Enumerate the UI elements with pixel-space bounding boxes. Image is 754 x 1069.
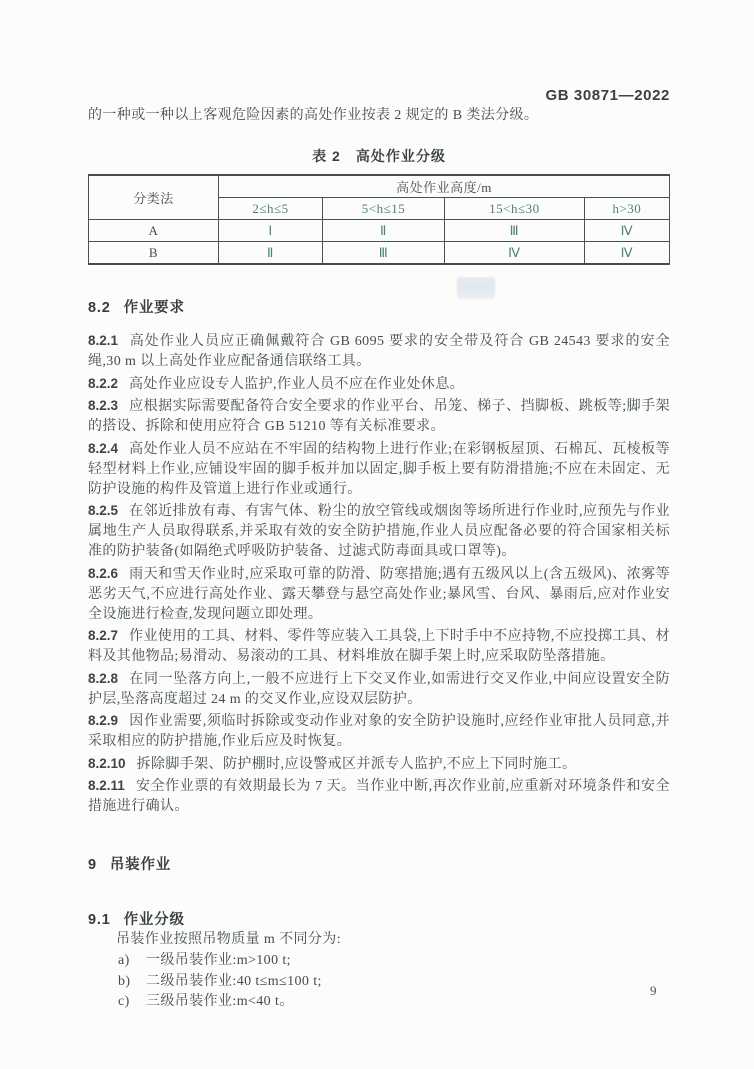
page-number: 9 <box>650 983 657 998</box>
grade-cell: Ⅲ <box>322 242 444 265</box>
list-item-text: 三级吊装作业:m<40 t。 <box>146 994 294 1009</box>
list-item-c <box>88 992 670 1013</box>
clause-text: 应根据实际需要配备符合安全要求的作业平台、吊笼、梯子、挡脚板、跳板等;脚手架的搭设、拆除和使用应符合 GB 51210 等有关标准要求。 <box>88 399 670 434</box>
grade-cell: Ⅱ <box>322 220 444 242</box>
list-item-text: 一级吊装作业:m>100 t; <box>146 953 291 968</box>
method-label: B <box>89 242 219 265</box>
grade-cell: Ⅰ <box>219 220 323 242</box>
grade-cell: Ⅳ <box>584 242 669 265</box>
clause-text: 作业使用的工具、材料、零件等应装入工具袋,上下时手中不应持物,不应投掷工具、材料及其他物品;易滑动、易滚动的工具、材料堆放在脚手架上时,应采取防坠落措施。 <box>88 629 670 664</box>
clause-number: 8.2.8 <box>88 670 119 686</box>
clause-text: 拆除脚手架、防护棚时,应设警戒区并派专人监护,不应上下同时施工。 <box>136 756 577 772</box>
list-marker: c) <box>118 994 130 1009</box>
section-number: 8.2 <box>88 300 111 316</box>
clause-8-2-9 <box>88 711 670 752</box>
clause-number: 8.2.5 <box>88 503 119 518</box>
section-number: 9 <box>88 857 97 873</box>
continuation-paragraph: 的一种或一种以上客观危险因素的高处作业按表 2 规定的 B 类法分级。 <box>88 108 539 123</box>
section-heading-9 <box>88 855 670 875</box>
clause-8-2-10 <box>88 754 670 775</box>
clause-number: 8.2.11 <box>88 778 125 793</box>
classification-list <box>88 951 670 1013</box>
clause-number: 8.2.1 <box>88 333 119 348</box>
clause-text: 安全作业票的有效期最长为 7 天。当作业中断,再次作业前,应重新对环境条件和安全措施进行确认。 <box>88 779 670 814</box>
list-marker: a) <box>118 953 130 968</box>
clause-8-2-1 <box>88 331 670 372</box>
clause-text: 在邻近排放有毒、有害气体、粉尘的放空管线或烟囱等场所进行作业时,应预先与作业属地生产人员取得联系,并采取有效的安全防护措施,作业人员应配备必要的符合国家相关标准的防护装备(如隔绝式呼吸防护装备、过滤式防毒面具或口罩等)。 <box>88 504 670 559</box>
range-header: 5<h≤15 <box>322 198 444 220</box>
list-item-text: 二级吊装作业:40 t≤m≤100 t; <box>146 973 322 989</box>
clause-text: 雨天和雪天作业时,应采取可靠的防滑、防寒措施;遇有五级风以上(含五级风)、浓雾等恶劣天气,不应进行高处作业、露天攀登与悬空高处作业;暴风雪、台风、暴雨后,应对作业安全设施进行检查,发现问题立即处理。 <box>88 566 670 622</box>
clause-number: 8.2.9 <box>88 713 119 728</box>
clause-8-2-11 <box>88 776 670 817</box>
clause-8-2-3 <box>88 396 670 437</box>
clause-number: 8.2.3 <box>88 398 119 413</box>
clause-8-2-7 <box>88 626 670 667</box>
range-header: 2≤h≤5 <box>219 198 323 220</box>
clause-number: 8.2.7 <box>88 628 119 643</box>
table-span-header: 高处作业高度/m <box>219 175 670 198</box>
clause-number: 8.2.6 <box>88 565 119 581</box>
clause-text: 因作业需要,须临时拆除或变动作业对象的安全防护设施时,应经作业审批人员同意,并采取相应的防护措施,作业后应及时恢复。 <box>88 714 670 749</box>
table-caption: 表 2 高处作业分级 <box>312 148 446 164</box>
list-item-a <box>88 951 670 972</box>
lead-sentence: 吊装作业按照吊物质量 m 不同分为: <box>116 932 341 947</box>
table-row <box>89 242 670 265</box>
clause-text: 在同一坠落方向上,一般不应进行上下交叉作业,如需进行交叉作业,中间应设置安全防护层,坠落高度超过 24 m 的交叉作业,应设双层防护。 <box>88 671 670 707</box>
clause-8-2-4 <box>88 439 670 500</box>
section-number: 9.1 <box>88 912 111 928</box>
table-row <box>89 220 670 242</box>
list-marker: b) <box>118 973 131 989</box>
clause-number: 8.2.4 <box>88 440 119 456</box>
clause-text: 高处作业人员应正确佩戴符合 GB 6095 要求的安全带及符合 GB 24543 要求的安全绳,30 m 以上高处作业应配备通信联络工具。 <box>88 334 670 369</box>
standard-code-header: GB 30871—2022 <box>545 87 670 104</box>
method-label: A <box>89 220 219 242</box>
clause-text: 高处作业应设专人监护,作业人员不应在作业处休息。 <box>129 376 465 392</box>
clause-text: 高处作业人员不应站在不牢固的结构物上进行作业;在彩钢板屋顶、石棉瓦、瓦棱板等轻型材料上作业,应铺设牢固的脚手板并加以固定,脚手板上要有防滑措施;不应在未固定、无防护设施的构件及管道上进行作业或通行。 <box>88 441 670 497</box>
clause-8-2-5 <box>88 501 670 562</box>
clause-number: 8.2.10 <box>88 755 126 771</box>
grade-cell: Ⅳ <box>584 220 669 242</box>
section-title: 吊装作业 <box>109 857 172 873</box>
section-heading-9-1 <box>88 910 670 930</box>
grade-cell: Ⅳ <box>445 242 585 265</box>
table-corner-header: 分类法 <box>89 175 219 220</box>
clause-list <box>88 331 670 817</box>
grade-cell: Ⅱ <box>219 242 323 265</box>
section-title: 作业要求 <box>123 300 185 316</box>
section-heading-8-2 <box>88 298 670 318</box>
range-header: 15<h≤30 <box>445 198 585 220</box>
clause-8-2-2 <box>88 374 670 395</box>
clause-number: 8.2.2 <box>88 375 119 391</box>
range-header: h>30 <box>584 198 669 220</box>
table-header-row-1 <box>89 175 670 198</box>
grade-cell: Ⅲ <box>445 220 585 242</box>
clause-8-2-6 <box>88 564 670 625</box>
grade-table <box>88 174 670 265</box>
list-item-b <box>88 972 670 993</box>
clause-8-2-8 <box>88 669 670 710</box>
section-title: 作业分级 <box>123 912 185 928</box>
watermark-stamp <box>457 277 495 299</box>
